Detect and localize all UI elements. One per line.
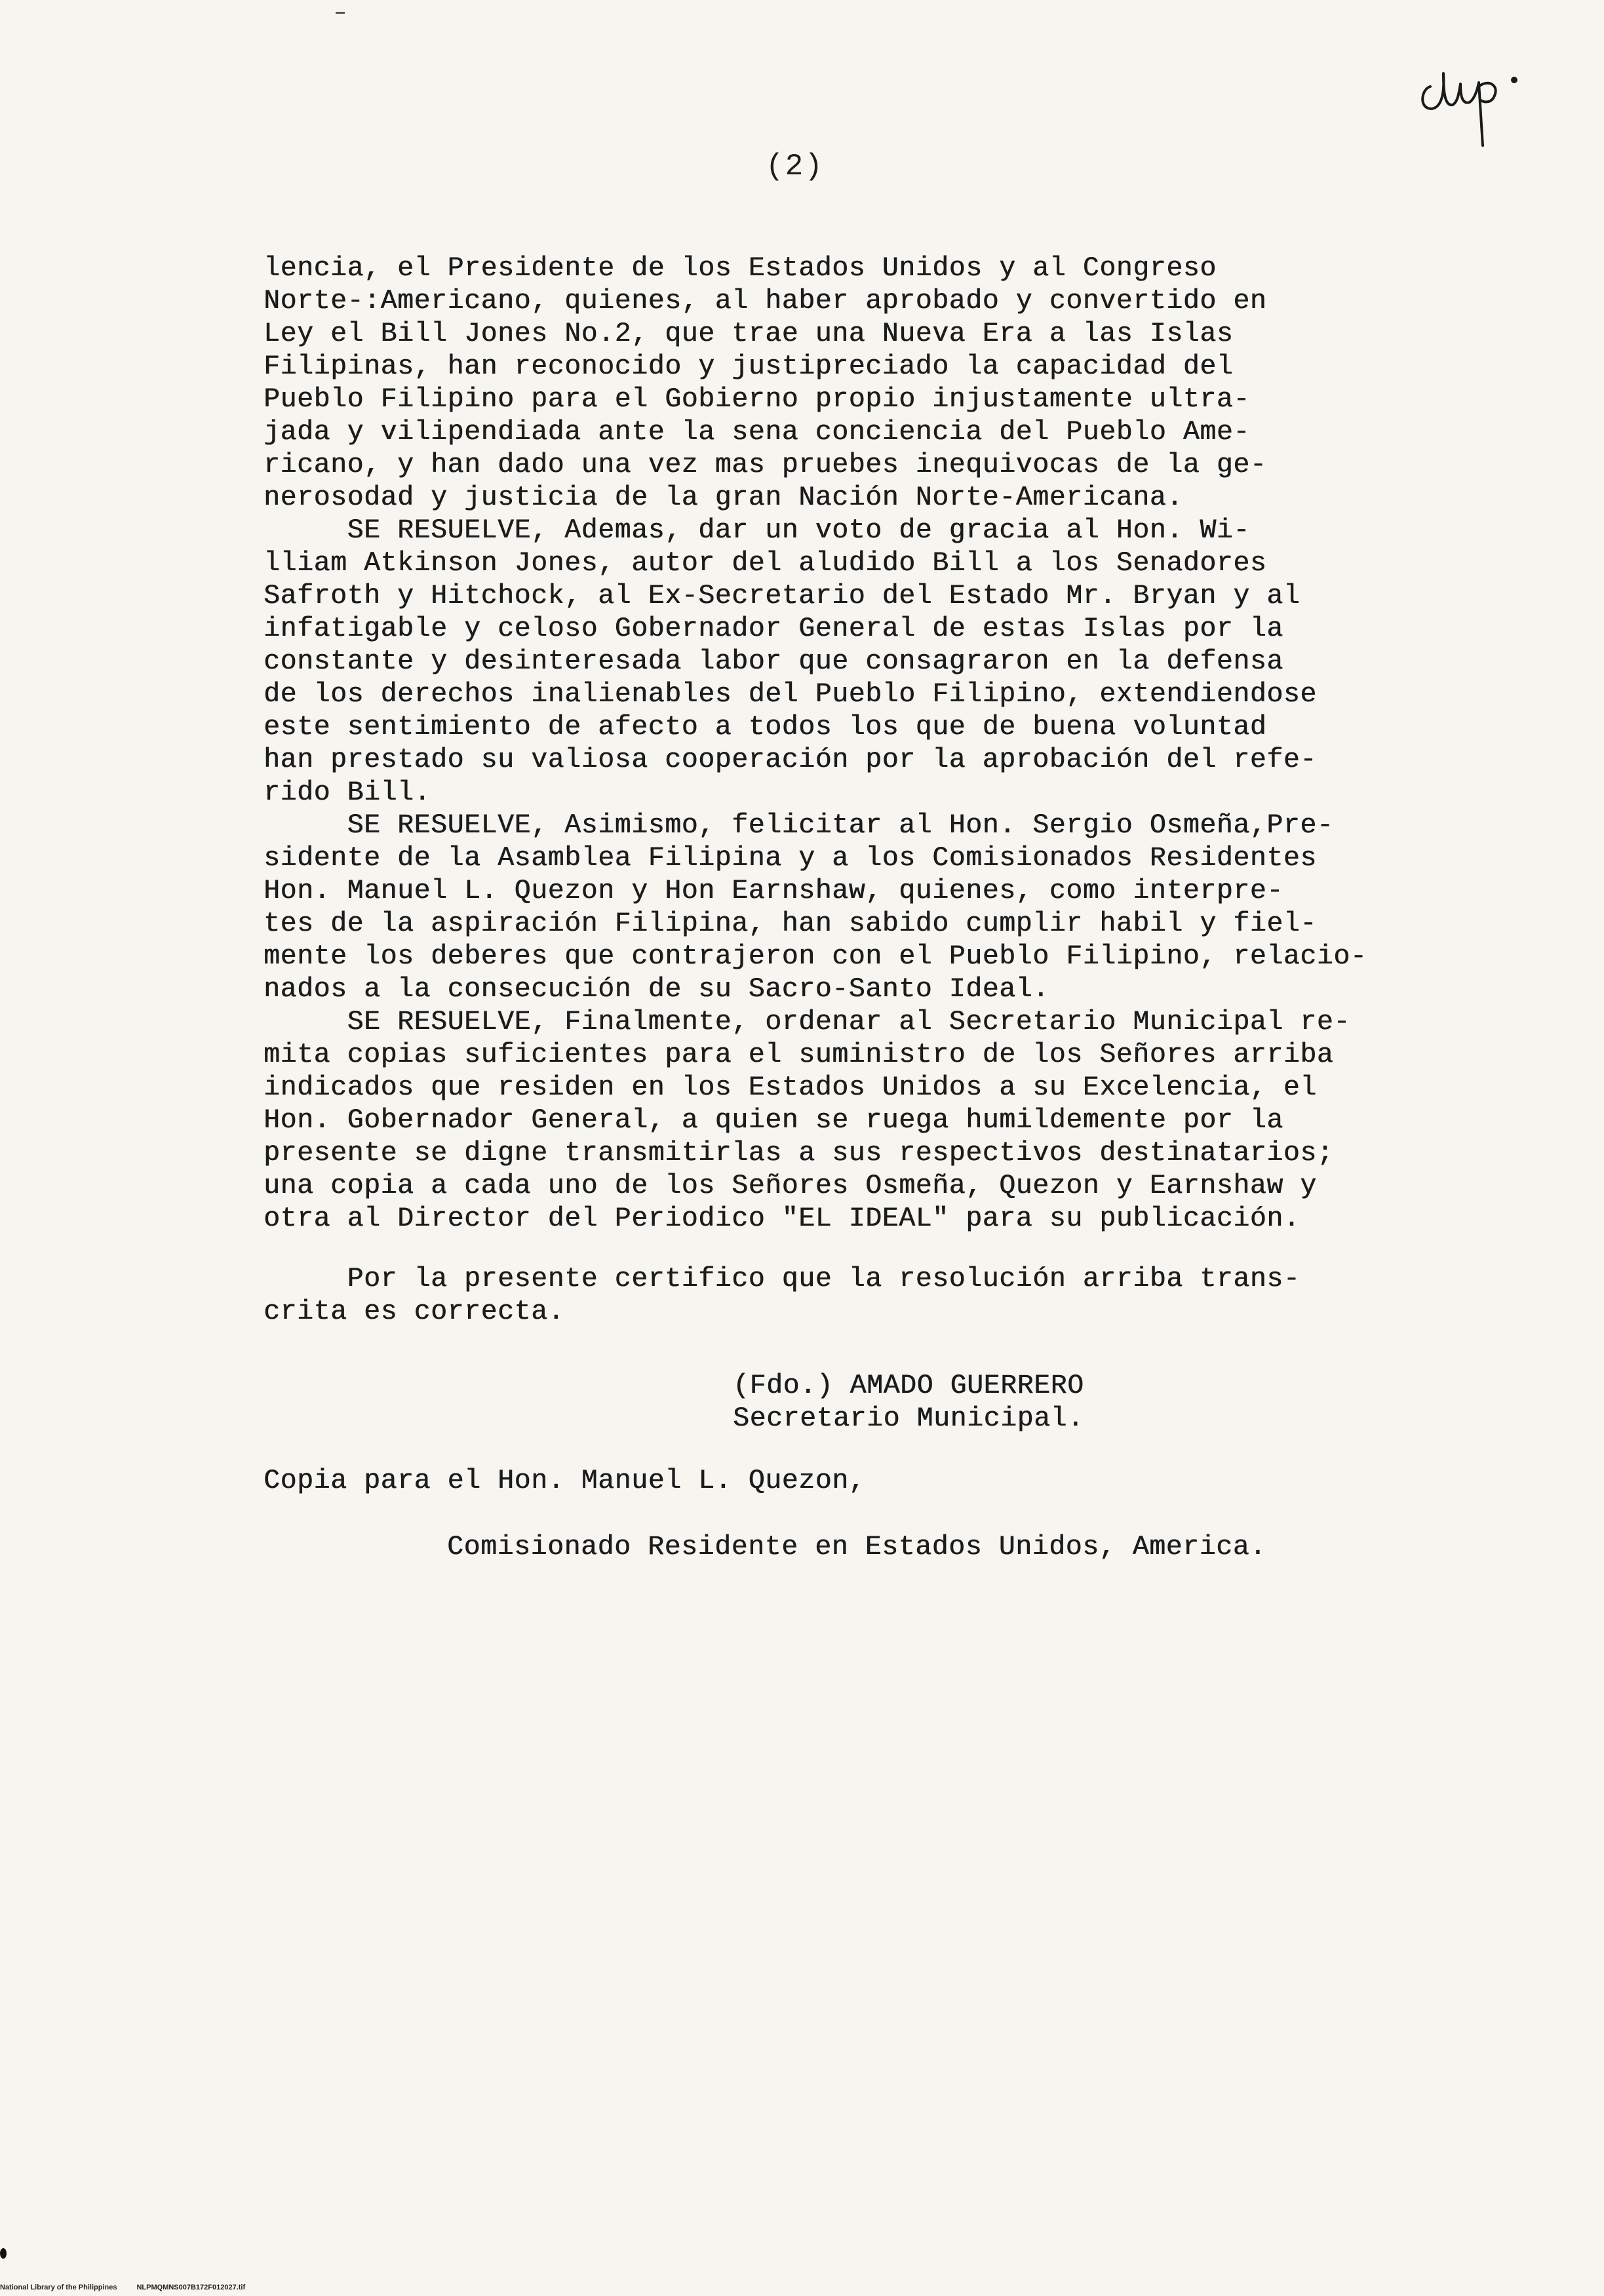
paragraph-gap (264, 1236, 1391, 1263)
body-line: infatigable y celoso Gobernador General de estas Islas por la (264, 613, 1283, 644)
body-line: de los derechos inalienables del Pueblo Filipino, extendiendose (264, 679, 1317, 710)
body-line: Ley el Bill Jones No.2, que trae una Nueva Era a las Islas (264, 319, 1234, 349)
page-number: (2) (766, 149, 824, 184)
body-line: Hon. Gobernador General, a quien se ruega humildemente por la (264, 1105, 1283, 1136)
copy-note-recipient: Copia para el Hon. Manuel L. Quezon, (264, 1466, 866, 1496)
body-line: Norte-:Americano, quienes, al haber aprobado y convertido en (264, 286, 1267, 317)
body-line: rido Bill. (264, 777, 431, 808)
body-line: lliam Atkinson Jones, autor del aludido Bill a los Senadores (264, 548, 1267, 579)
certification-line: crita es correcta. (264, 1296, 565, 1327)
scan-footer (0, 2284, 245, 2291)
signature-title: Secretario Municipal. (733, 1403, 1084, 1434)
body-line: este sentimiento de afecto a todos los que de buena voluntad (264, 712, 1267, 743)
body-line: Pueblo Filipino para el Gobierno propio injustamente ultra- (264, 384, 1250, 415)
stray-mark (336, 12, 345, 14)
certification-line: Por la presente certifico que la resolución arriba trans- (264, 1264, 1301, 1294)
body-line: Safroth y Hitchock, al Ex-Secretario del Estado Mr. Bryan y al (264, 581, 1301, 612)
body-line: tes de la aspiración Filipina, han sabido cumplir habil y fiel- (264, 908, 1317, 939)
body-line: otra al Director del Periodico "EL IDEAL" para su publicación. (264, 1203, 1301, 1234)
body-line: sidente de la Asamblea Filipina y a los Comisionados Residentes (264, 843, 1317, 874)
body-line: indicados que residen en los Estados Unidos a su Excelencia, el (264, 1072, 1317, 1103)
body-line: mita copias suficientes para el suministro de los Señores arriba (264, 1040, 1334, 1070)
body-line: ricano, y han dado una vez mas pruebes inequivocas de la ge- (264, 450, 1267, 480)
body-line: Filipinas, han reconocido y justipreciado la capacidad del (264, 351, 1234, 382)
signature-block (733, 1370, 1084, 1435)
footer-library: National Library of the Philippines (0, 2284, 117, 2291)
scan-mark (0, 2248, 7, 2259)
resolution-body (264, 252, 1391, 1329)
body-line: nados a la consecución de su Sacro-Santo Ideal. (264, 974, 1049, 1005)
body-line: Hon. Manuel L. Quezon y Hon Earnshaw, quienes, como interpre- (264, 876, 1283, 906)
footer-file-id: NLPMQMNS007B172F012027.tif (136, 2284, 246, 2291)
body-line: una copia a cada uno de los Señores Osmeña, Quezon y Earnshaw y (264, 1171, 1317, 1201)
copy-note-title: Comisionado Residente en Estados Unidos, America. (447, 1532, 1266, 1563)
body-line: presente se digne transmitirlas a sus respectivos destinatarios; (264, 1138, 1334, 1169)
body-line: nerosodad y justicia de la gran Nación Norte-Americana. (264, 482, 1183, 513)
body-line: jada y vilipendiada ante la sena conciencia del Pueblo Ame- (264, 417, 1250, 448)
body-line: constante y desinteresada labor que consagraron en la defensa (264, 646, 1283, 677)
body-line: SE RESUELVE, Finalmente, ordenar al Secretario Municipal re- (264, 1007, 1350, 1038)
body-line: SE RESUELVE, Asimismo, felicitar al Hon. Sergio Osmeña,Pre- (264, 810, 1334, 841)
signature-name: (Fdo.) AMADO GUERRERO (733, 1371, 1084, 1401)
body-line: SE RESUELVE, Ademas, dar un voto de gracia al Hon. Wi- (264, 515, 1250, 546)
body-line: mente los deberes que contrajeron con el Pueblo Filipino, relacio- (264, 941, 1367, 972)
body-line: han prestado su valiosa cooperación por la aprobación del refe- (264, 745, 1317, 775)
body-line: lencia, el Presidente de los Estados Unidos y al Congreso (264, 253, 1217, 284)
copy-note (264, 1465, 1266, 1564)
handwritten-note (1416, 46, 1527, 151)
